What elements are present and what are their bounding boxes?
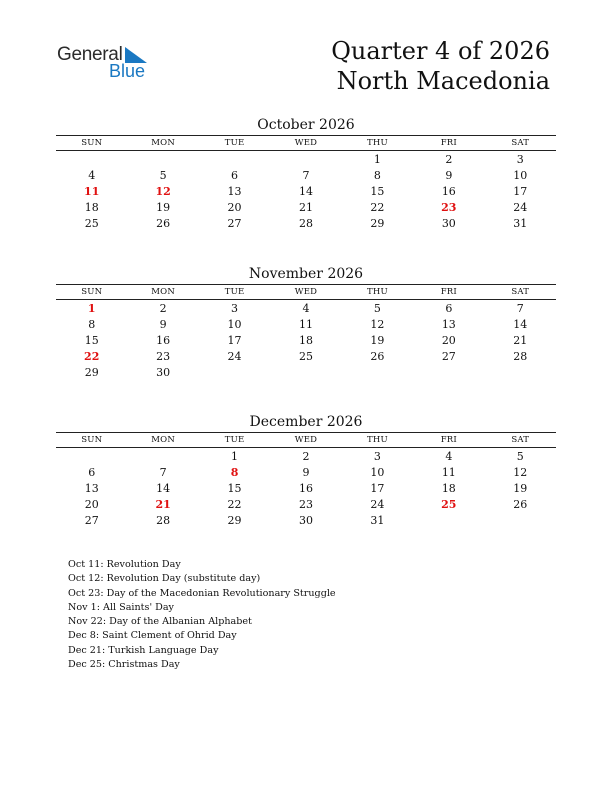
- holiday-note: Nov 22: Day of the Albanian Alphabet: [68, 616, 252, 628]
- title-country: North Macedonia: [336, 67, 550, 95]
- week-row: [56, 332, 556, 348]
- logo-blue-text: Blue: [109, 61, 146, 81]
- day-cell: 9: [445, 168, 453, 182]
- holiday-notes: [68, 558, 336, 672]
- day-cell: 15: [84, 333, 99, 347]
- week-row: [56, 496, 556, 512]
- day-cell: 2: [445, 152, 453, 166]
- day-cell: 16: [156, 333, 171, 347]
- month-title: October 2026: [257, 117, 355, 133]
- logo-general-text: General: [57, 44, 123, 65]
- weekday-label: SAT: [511, 287, 530, 297]
- holiday-day-cell: 25: [441, 497, 457, 511]
- day-cell: 12: [513, 465, 528, 479]
- day-cell: 26: [370, 349, 385, 363]
- generalblue-logo: [57, 44, 157, 84]
- month-december: [56, 412, 556, 528]
- weekday-label: WED: [294, 138, 318, 148]
- holiday-note: Dec 8: Saint Clement of Ohrid Day: [68, 630, 237, 642]
- day-cell: 4: [302, 301, 310, 315]
- day-cell: 24: [227, 349, 242, 363]
- day-cell: 16: [298, 481, 313, 495]
- holiday-day-cell: 8: [230, 465, 239, 479]
- weekday-label: TUE: [224, 435, 245, 445]
- month-october: [56, 115, 556, 231]
- day-cell: 5: [516, 449, 524, 463]
- day-cell: 10: [370, 465, 385, 479]
- holiday-day-cell: 22: [84, 349, 100, 363]
- day-cell: 8: [88, 317, 96, 331]
- weekday-label: SUN: [81, 138, 103, 148]
- day-cell: 23: [298, 497, 313, 511]
- weekday-label: SUN: [81, 435, 103, 445]
- day-cell: 11: [441, 465, 456, 479]
- day-cell: 18: [441, 481, 456, 495]
- day-cell: 15: [227, 481, 242, 495]
- day-cell: 14: [156, 481, 171, 495]
- holiday-day-cell: 21: [155, 497, 171, 511]
- weekday-label: MON: [151, 287, 175, 297]
- week-row: [56, 512, 556, 528]
- day-cell: 29: [370, 216, 385, 230]
- day-cell: 7: [159, 465, 167, 479]
- weekday-label: WED: [294, 287, 318, 297]
- week-row: [56, 300, 556, 316]
- day-cell: 21: [513, 333, 528, 347]
- page-title: [331, 36, 550, 96]
- day-cell: 9: [159, 317, 167, 331]
- day-cell: 13: [227, 184, 242, 198]
- holiday-note: Oct 11: Revolution Day: [68, 559, 181, 570]
- day-cell: 17: [227, 333, 242, 347]
- day-cell: 27: [441, 349, 456, 363]
- day-cell: 26: [513, 497, 528, 511]
- day-cell: 14: [298, 184, 313, 198]
- day-cell: 6: [88, 465, 96, 479]
- day-cell: 16: [441, 184, 456, 198]
- weekday-label: FRI: [440, 287, 457, 297]
- day-cell: 6: [231, 168, 239, 182]
- day-cell: 19: [156, 200, 171, 214]
- day-cell: 14: [513, 317, 528, 331]
- day-cell: 1: [373, 152, 381, 166]
- week-row: [56, 480, 556, 496]
- day-cell: 28: [156, 513, 171, 527]
- week-row: [56, 464, 556, 480]
- weekday-label: SUN: [81, 287, 103, 297]
- day-cell: 2: [302, 449, 310, 463]
- holiday-note: Dec 25: Christmas Day: [68, 659, 180, 671]
- weekday-label: WED: [294, 435, 318, 445]
- weekday-label: MON: [151, 138, 175, 148]
- day-cell: 4: [88, 168, 96, 182]
- weekday-header: [56, 432, 556, 448]
- day-cell: 30: [298, 513, 313, 527]
- day-cell: 7: [516, 301, 524, 315]
- day-cell: 3: [373, 449, 381, 463]
- day-cell: 29: [227, 513, 242, 527]
- day-cell: 1: [231, 449, 239, 463]
- day-cell: 23: [156, 349, 171, 363]
- day-cell: 25: [298, 349, 313, 363]
- week-row: [56, 151, 556, 167]
- week-row: [56, 215, 556, 231]
- day-cell: 26: [156, 216, 171, 230]
- weekday-label: THU: [366, 435, 388, 445]
- day-cell: 24: [370, 497, 385, 511]
- holiday-note: Nov 1: All Saints' Day: [68, 601, 174, 613]
- month-november: [56, 264, 556, 380]
- day-cell: 8: [373, 168, 381, 182]
- weekday-label: THU: [366, 138, 388, 148]
- weekday-label: SAT: [511, 435, 530, 445]
- day-cell: 30: [441, 216, 456, 230]
- day-cell: 21: [298, 200, 313, 214]
- weekday-label: MON: [151, 435, 175, 445]
- weekday-label: FRI: [440, 435, 457, 445]
- day-cell: 30: [156, 365, 171, 379]
- week-row: [56, 364, 556, 380]
- day-cell: 20: [441, 333, 456, 347]
- day-cell: 3: [231, 301, 239, 315]
- day-cell: 20: [227, 200, 242, 214]
- day-cell: 22: [370, 200, 385, 214]
- week-row: [56, 348, 556, 364]
- day-cell: 28: [513, 349, 528, 363]
- month-title: December 2026: [249, 414, 363, 430]
- day-cell: 3: [516, 152, 524, 166]
- day-cell: 27: [84, 513, 99, 527]
- weekday-header: [56, 135, 556, 151]
- day-cell: 7: [302, 168, 310, 182]
- day-cell: 9: [302, 465, 310, 479]
- day-cell: 29: [84, 365, 99, 379]
- day-cell: 15: [370, 184, 385, 198]
- holiday-note: Dec 21: Turkish Language Day: [68, 644, 219, 656]
- week-row: [56, 199, 556, 215]
- day-cell: 10: [227, 317, 242, 331]
- day-cell: 19: [513, 481, 528, 495]
- week-row: [56, 183, 556, 199]
- title-quarter: Quarter 4 of 2026: [331, 37, 550, 65]
- weekday-label: FRI: [440, 138, 457, 148]
- day-cell: 28: [298, 216, 313, 230]
- day-cell: 17: [513, 184, 528, 198]
- day-cell: 18: [298, 333, 313, 347]
- day-cell: 20: [84, 497, 99, 511]
- weekday-label: THU: [366, 287, 388, 297]
- day-cell: 24: [513, 200, 528, 214]
- holiday-day-cell: 1: [87, 301, 96, 315]
- holiday-day-cell: 11: [84, 184, 100, 198]
- day-cell: 6: [445, 301, 453, 315]
- holiday-note: Oct 12: Revolution Day (substitute day): [68, 573, 261, 585]
- day-cell: 25: [84, 216, 99, 230]
- weekday-label: SAT: [511, 138, 530, 148]
- month-title: November 2026: [248, 266, 364, 282]
- day-cell: 27: [227, 216, 242, 230]
- holiday-day-cell: 12: [155, 184, 171, 198]
- day-cell: 31: [513, 216, 528, 230]
- weekday-label: TUE: [224, 138, 245, 148]
- day-cell: 2: [159, 301, 167, 315]
- day-cell: 10: [513, 168, 528, 182]
- day-cell: 4: [445, 449, 453, 463]
- day-cell: 19: [370, 333, 385, 347]
- day-cell: 12: [370, 317, 385, 331]
- day-cell: 17: [370, 481, 385, 495]
- day-cell: 18: [84, 200, 99, 214]
- day-cell: 11: [298, 317, 313, 331]
- day-cell: 13: [84, 481, 99, 495]
- week-row: [56, 167, 556, 183]
- week-row: [56, 448, 556, 464]
- holiday-day-cell: 23: [441, 200, 457, 214]
- weekday-label: TUE: [224, 287, 245, 297]
- day-cell: 5: [159, 168, 167, 182]
- weekday-header: [56, 284, 556, 300]
- day-cell: 22: [227, 497, 242, 511]
- day-cell: 13: [441, 317, 456, 331]
- day-cell: 31: [370, 513, 385, 527]
- holiday-note: Oct 23: Day of the Macedonian Revolutionary Struggle: [68, 587, 336, 599]
- day-cell: 5: [373, 301, 381, 315]
- week-row: [56, 316, 556, 332]
